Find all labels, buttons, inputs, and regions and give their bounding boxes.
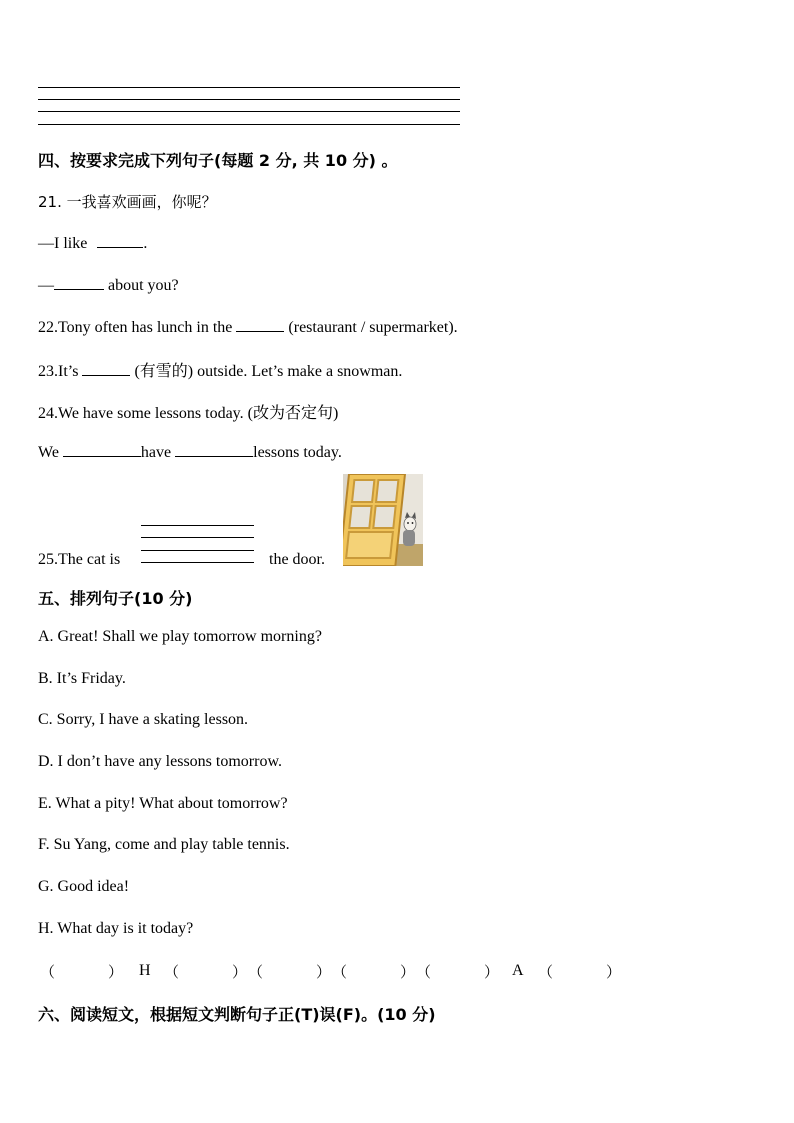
q22	[38, 317, 458, 337]
order-slot-3-open[interactable]: （	[164, 963, 180, 981]
q21-line2	[38, 233, 147, 253]
sentence-e: E. What a pity! What about tomorrow?	[38, 795, 288, 812]
q23	[38, 358, 402, 381]
sentence-f: F. Su Yang, come and play table tennis.	[38, 836, 290, 853]
q21-line3-suffix: about you?	[108, 277, 179, 294]
sentence-a: A. Great! Shall we play tomorrow morning?	[38, 628, 322, 645]
q22-suffix: (restaurant / supermarket).	[288, 319, 458, 336]
q21-line3	[38, 275, 179, 295]
order-slot-5-close: ）	[400, 963, 416, 981]
sentence-d: D. I don’t have any lessons tomorrow.	[38, 753, 282, 770]
order-given-h: H	[139, 962, 151, 979]
q24-have: have	[140, 444, 172, 461]
q24-answer	[38, 442, 342, 462]
q21-line3-prefix: —	[38, 277, 54, 294]
q25-answer-line[interactable]	[141, 550, 254, 551]
q22-prefix: 22.Tony often has lunch in the	[38, 319, 233, 336]
order-slot-8-open[interactable]: （	[538, 963, 554, 981]
answer-line[interactable]	[38, 111, 460, 112]
q23-blank[interactable]	[82, 361, 130, 376]
q23-prefix: 23.It’s	[38, 363, 79, 380]
sentence-g: G. Good idea!	[38, 878, 130, 895]
q25-answer-line[interactable]	[141, 537, 254, 538]
order-given-a: A	[512, 962, 524, 979]
order-slot-1-open[interactable]: （	[40, 963, 56, 981]
q21-prompt: 21. 一我喜欢画画，你呢？	[38, 193, 217, 211]
q25-prefix: 25.The cat is	[38, 551, 121, 568]
sentence-b: B. It’s Friday.	[38, 670, 126, 687]
q25-answer-line[interactable]	[141, 562, 254, 563]
q25-suffix: the door.	[269, 551, 325, 568]
q21-blank-1[interactable]	[97, 233, 143, 248]
q24-blank-2[interactable]	[175, 442, 253, 457]
order-slot-6-close: ）	[484, 963, 500, 981]
sentence-h: H. What day is it today?	[38, 920, 194, 937]
order-slot-4-close: ）	[316, 963, 332, 981]
section-4-title: 四、按要求完成下列句子(每题 2 分, 共 10 分) 。	[38, 151, 398, 170]
q21-blank-2[interactable]	[54, 275, 104, 290]
order-slot-1-close: ）	[108, 963, 124, 981]
q24-prompt: 24.We have some lessons today. (改为否定句)	[38, 405, 339, 422]
q21-line2-suffix: .	[143, 235, 148, 252]
q24-we: We	[38, 444, 59, 461]
order-slot-4-open[interactable]: （	[248, 963, 264, 981]
order-slot-5-open[interactable]: （	[332, 963, 348, 981]
q23-suffix: (有雪的) outside. Let’s make a snowman.	[134, 363, 403, 380]
sentence-c: C. Sorry, I have a skating lesson.	[38, 711, 249, 728]
order-slot-6-open[interactable]: （	[416, 963, 432, 981]
section-6-title: 六、阅读短文，根据短文判断句子正(T)误(F)。(10 分)	[38, 1005, 436, 1024]
answer-line[interactable]	[38, 124, 460, 125]
cat-behind-door-illustration	[343, 474, 423, 566]
order-slot-3-close: ）	[232, 963, 248, 981]
q22-blank[interactable]	[236, 317, 284, 332]
section-5-title: 五、排列句子(10 分)	[38, 589, 193, 608]
q25-answer-line[interactable]	[141, 525, 254, 526]
answer-line[interactable]	[38, 87, 460, 88]
answer-line[interactable]	[38, 99, 460, 100]
q21-line2-prefix: —I like	[38, 235, 88, 252]
q24-lessons: lessons today.	[253, 444, 342, 461]
q24-blank-1[interactable]	[63, 442, 141, 457]
order-slot-8-close: ）	[606, 963, 622, 981]
